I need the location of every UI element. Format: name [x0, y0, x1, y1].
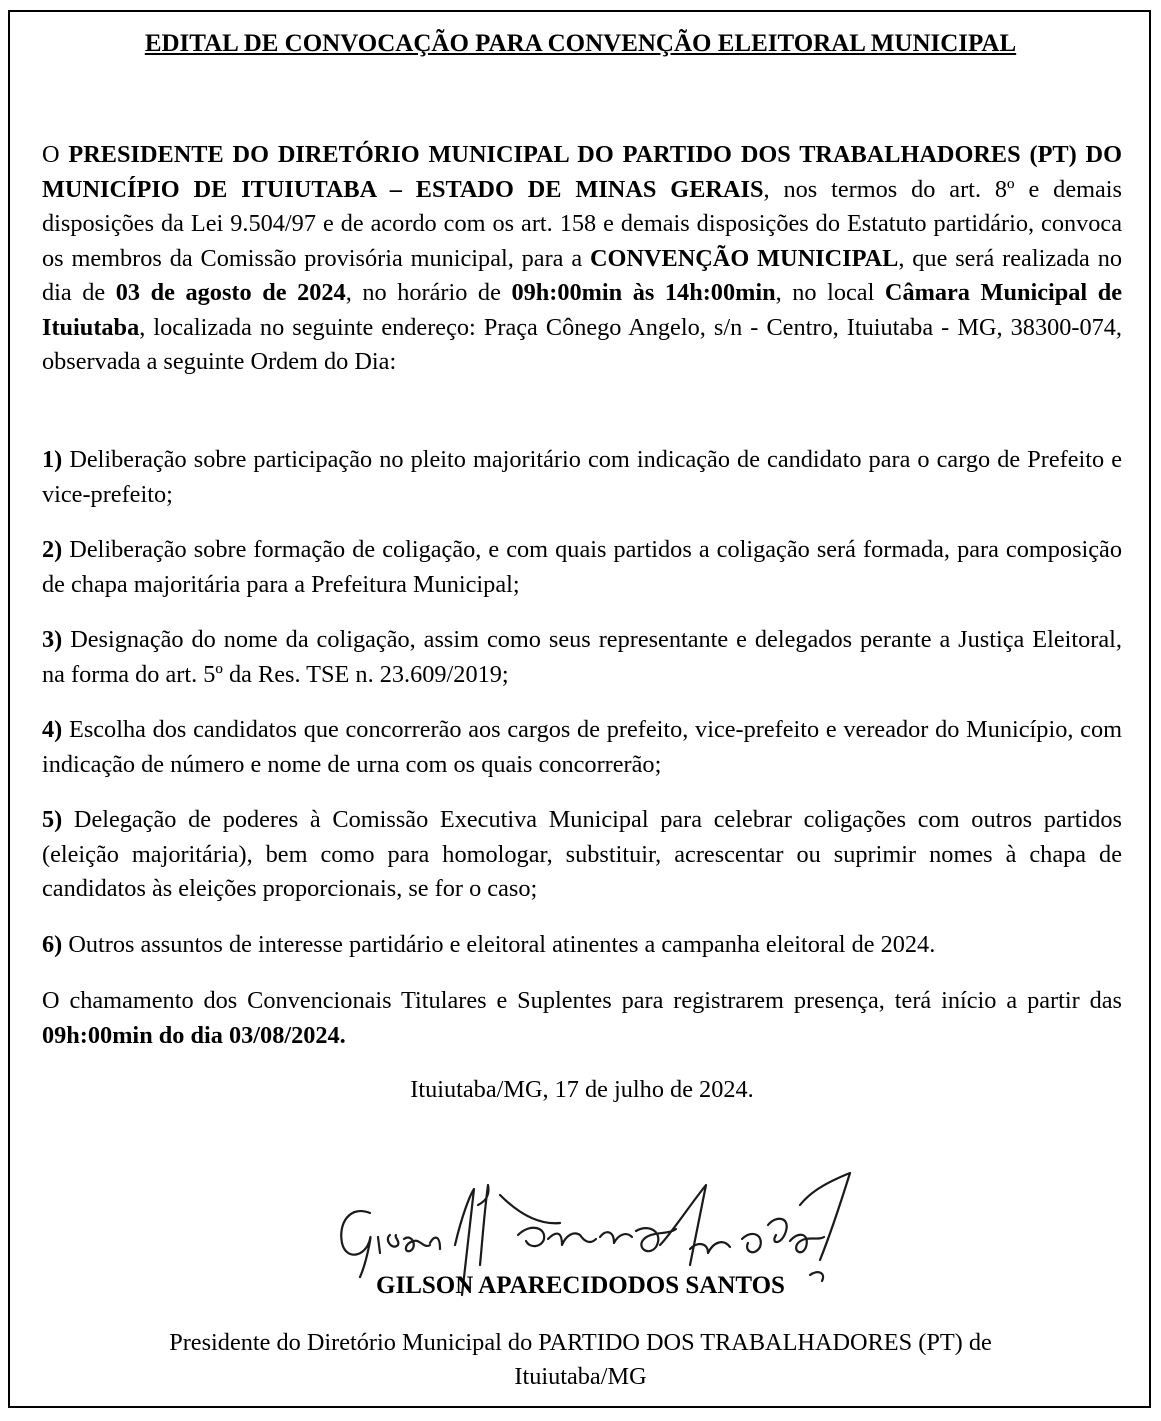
closing-paragraph — [42, 984, 1122, 1053]
agenda-item-1 — [42, 443, 1122, 512]
intro-lead: O — [42, 141, 60, 168]
intro-text-1: , nos termos do art. 8º e demais disposições da Lei 9.504/97 e de acordo com os art. 158 e demais disposições do Estatuto partidário, convoca os membros da Comissão provisória municipal, para a — [42, 175, 1122, 272]
intro-text-5: , localizada no seguinte endereço: Praça Cônego Angelo, s/n - Centro, Ituiutaba - MG, 38300-074, observada a seguinte Ordem do Dia: — [42, 313, 1122, 375]
document-title: EDITAL DE CONVOCAÇÃO PARA CONVENÇÃO ELEITORAL MUNICIPAL — [144, 30, 1017, 57]
agenda-item-6 — [42, 928, 1122, 963]
signatory-role-line-2: Ituiutaba/MG — [514, 1363, 647, 1390]
intro-bold-time: 09h:00min às 14h:00min — [511, 279, 776, 306]
intro-text-4: , no local — [775, 279, 885, 306]
agenda-item-4 — [42, 713, 1122, 782]
agenda-text: Delegação de poderes à Comissão Executiva Municipal para celebrar coligações com outros partidos (eleição majoritária), bem como para homologar, substituir, acrescentar ou suprimir nomes à chapa de candidatos às eleições proporcionais, se for o caso; — [42, 806, 1122, 902]
closing-bold: 09h:00min do dia 03/08/2024. — [42, 1021, 346, 1049]
handwritten-signature — [0, 1165, 1161, 1345]
agenda-item-3 — [42, 623, 1122, 692]
intro-bold-convention: CONVENÇÃO MUNICIPAL — [589, 244, 899, 272]
agenda-number: 6) — [42, 931, 63, 958]
agenda-item-5 — [42, 803, 1122, 907]
intro-text-3: , no horário de — [345, 279, 512, 306]
intro-text-2: , que será realizada no dia de — [42, 244, 1122, 306]
signatory-role-line-1: Presidente do Diretório Municipal do PARTIDO DOS TRABALHADORES (PT) de — [169, 1329, 992, 1356]
agenda-text: Outros assuntos de interesse partidário e eleitoral atinentes a campanha eleitoral de 2024. — [62, 931, 936, 958]
signatory-role — [60, 1326, 1101, 1394]
agenda-number: 4) — [42, 716, 63, 743]
signatory-name: GILSON APARECIDODOS SANTOS — [376, 1272, 785, 1299]
intro-bold-location: Câmara Municipal de Ituiutaba — [42, 279, 1123, 341]
document-body — [42, 138, 1122, 380]
agenda-text: Escolha dos candidatos que concorrerão aos cargos de prefeito, vice-prefeito e vereador do Município, com indicação de número e nome de urna com os quais concorrerão; — [42, 716, 1122, 778]
agenda-number: 1) — [42, 446, 63, 473]
intro-paragraph — [42, 138, 1122, 380]
intro-bold-date: 03 de agosto de 2024 — [115, 279, 346, 306]
agenda-text: Deliberação sobre participação no pleito majoritário com indicação de candidato para o cargo de Prefeito e vice-prefeito; — [42, 446, 1122, 508]
closing-text: O chamamento dos Convencionais Titulares e Suplentes para registrarem presença, terá início a partir das — [42, 987, 1122, 1014]
agenda-item-2 — [42, 533, 1122, 602]
agenda-number: 2) — [42, 536, 63, 563]
agenda-number: 3) — [42, 626, 63, 653]
intro-bold-president: PRESIDENTE DO DIRETÓRIO MUNICIPAL DO PARTIDO DOS TRABALHADORES (PT) DO MUNICÍPIO DE ITUIUTABA – ESTADO DE MINAS GERAIS — [42, 141, 1123, 203]
place-date: Ituiutaba/MG, 17 de julho de 2024. — [410, 1076, 754, 1103]
agenda-text: Deliberação sobre formação de coligação, e com quais partidos a coligação será formada, para composição de chapa majoritária para a Prefeitura Municipal; — [42, 536, 1122, 598]
agenda-number: 5) — [42, 806, 63, 833]
agenda-text: Designação do nome da coligação, assim como seus representante e delegados perante a Justiça Eleitoral, na forma do art. 5º da Res. TSE n. 23.609/2019; — [42, 626, 1122, 688]
